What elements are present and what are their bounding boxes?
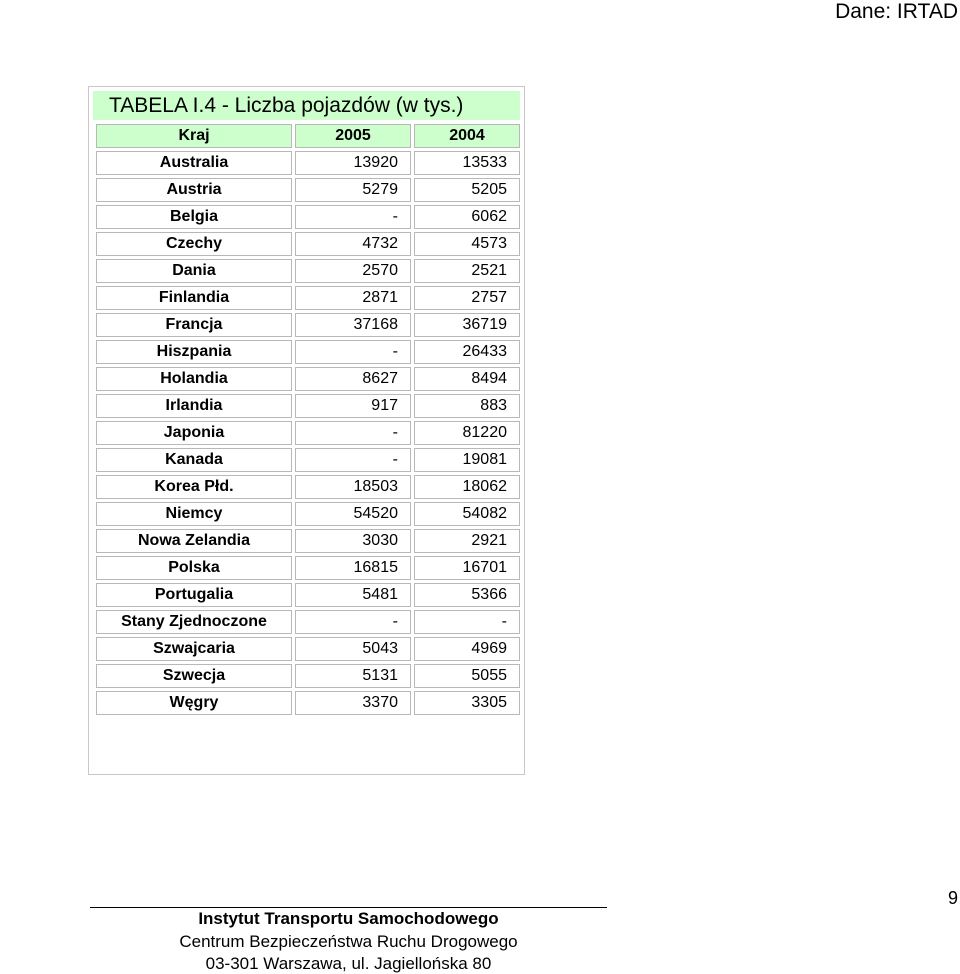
cell-2005: 2570	[295, 259, 411, 283]
header-2004: 2004	[414, 124, 520, 148]
cell-2004: 5055	[414, 664, 520, 688]
cell-country: Austria	[96, 178, 292, 202]
cell-2005: 5481	[295, 583, 411, 607]
cell-2005: 917	[295, 394, 411, 418]
cell-2005: 3030	[295, 529, 411, 553]
cell-2005: -	[295, 448, 411, 472]
table-frame	[88, 86, 525, 775]
cell-country: Czechy	[96, 232, 292, 256]
source-note: Dane: IRTAD	[835, 0, 958, 23]
table-row	[96, 421, 520, 445]
table-row	[96, 664, 520, 688]
table-row	[96, 637, 520, 661]
table-row	[96, 583, 520, 607]
cell-country: Australia	[96, 151, 292, 175]
cell-2004: 5366	[414, 583, 520, 607]
table-row	[96, 205, 520, 229]
table-row	[96, 259, 520, 283]
table-row	[96, 340, 520, 364]
cell-2004: 13533	[414, 151, 520, 175]
table-row	[96, 475, 520, 499]
cell-2005: 2871	[295, 286, 411, 310]
table-row	[96, 691, 520, 715]
table-row	[96, 313, 520, 337]
cell-country: Portugalia	[96, 583, 292, 607]
cell-2004: 5205	[414, 178, 520, 202]
cell-country: Finlandia	[96, 286, 292, 310]
cell-2005: 18503	[295, 475, 411, 499]
cell-country: Korea Płd.	[96, 475, 292, 499]
cell-country: Holandia	[96, 367, 292, 391]
footer-address: 03-301 Warszawa, ul. Jagiellońska 80	[205, 954, 492, 973]
cell-country: Japonia	[96, 421, 292, 445]
table-row	[96, 178, 520, 202]
header-2005: 2005	[295, 124, 411, 148]
cell-2004: 3305	[414, 691, 520, 715]
table-row	[96, 610, 520, 634]
cell-2005: 54520	[295, 502, 411, 526]
cell-2005: -	[295, 340, 411, 364]
footer-institute: Instytut Transportu Samochodowego	[198, 909, 499, 928]
table-title: TABELA I.4 - Liczba pojazdów (w tys.)	[93, 91, 520, 120]
cell-2004: 16701	[414, 556, 520, 580]
cell-country: Hiszpania	[96, 340, 292, 364]
cell-country: Kanada	[96, 448, 292, 472]
cell-2004: 4969	[414, 637, 520, 661]
table-row	[96, 151, 520, 175]
cell-2005: 37168	[295, 313, 411, 337]
cell-country: Szwecja	[96, 664, 292, 688]
table-row	[96, 448, 520, 472]
cell-2004: 54082	[414, 502, 520, 526]
cell-2005: -	[295, 205, 411, 229]
cell-2004: 81220	[414, 421, 520, 445]
cell-2004: 4573	[414, 232, 520, 256]
cell-2005: 3370	[295, 691, 411, 715]
cell-2005: -	[295, 610, 411, 634]
cell-country: Polska	[96, 556, 292, 580]
cell-2004: 6062	[414, 205, 520, 229]
vehicles-table	[93, 121, 523, 718]
cell-country: Niemcy	[96, 502, 292, 526]
table-row	[96, 286, 520, 310]
cell-2004: -	[414, 610, 520, 634]
cell-2004: 8494	[414, 367, 520, 391]
cell-country: Irlandia	[96, 394, 292, 418]
table-row	[96, 394, 520, 418]
cell-2005: 8627	[295, 367, 411, 391]
cell-country: Belgia	[96, 205, 292, 229]
cell-2004: 26433	[414, 340, 520, 364]
cell-country: Stany Zjednoczone	[96, 610, 292, 634]
cell-country: Dania	[96, 259, 292, 283]
table-header-row	[96, 124, 520, 148]
cell-2005: 13920	[295, 151, 411, 175]
cell-country: Francja	[96, 313, 292, 337]
cell-2004: 18062	[414, 475, 520, 499]
cell-2004: 2521	[414, 259, 520, 283]
cell-2005: 4732	[295, 232, 411, 256]
cell-2004: 19081	[414, 448, 520, 472]
cell-2004: 36719	[414, 313, 520, 337]
table-row	[96, 367, 520, 391]
cell-2005: -	[295, 421, 411, 445]
footer-divider	[90, 907, 607, 908]
cell-2004: 883	[414, 394, 520, 418]
cell-2005: 5131	[295, 664, 411, 688]
cell-2004: 2921	[414, 529, 520, 553]
footer-center: Centrum Bezpieczeństwa Ruchu Drogowego	[179, 932, 518, 951]
table-row	[96, 232, 520, 256]
table-row	[96, 529, 520, 553]
table-row	[96, 556, 520, 580]
cell-2005: 5279	[295, 178, 411, 202]
table-row	[96, 502, 520, 526]
cell-country: Węgry	[96, 691, 292, 715]
cell-country: Nowa Zelandia	[96, 529, 292, 553]
header-country: Kraj	[96, 124, 292, 148]
cell-2005: 16815	[295, 556, 411, 580]
cell-2005: 5043	[295, 637, 411, 661]
page-number: 9	[947, 888, 958, 908]
cell-country: Szwajcaria	[96, 637, 292, 661]
cell-2004: 2757	[414, 286, 520, 310]
